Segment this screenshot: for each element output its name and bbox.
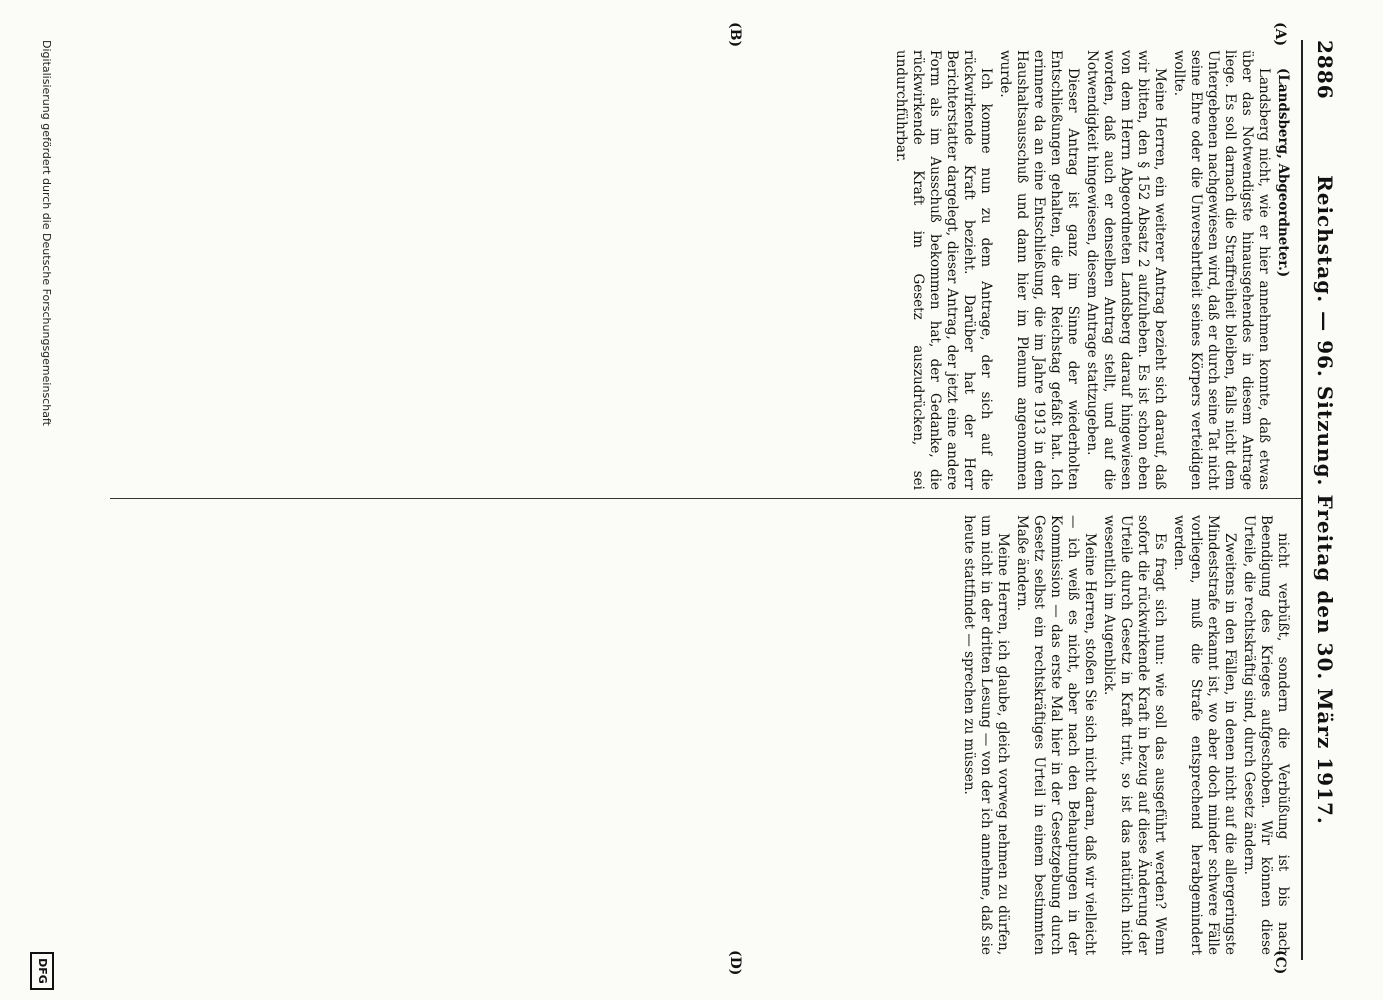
- paragraph: Ich komme nun zu dem Antrage, der sich auf die rückwirkende Kraft bezieht. Darüber hat der Herr Berichterstatter dargelegt, dieser Antrag, der jetzt eine andere Form als im Ausschuß bekommen hat, der Gedanke, die rückwirkende Kraft im Gesetz auszudrücken, sei undurchführbar.: [893, 50, 994, 490]
- page-header: [1303, 40, 1343, 960]
- paragraph: Meine Herren, ein weiterer Antrag bezieht sich darauf, daß wir bitten, den § 152 Absatz 2 aufzuheben. Es ist schon eben von dem Herrn Abgeordneten Landsberg darauf hingewiesen worden, daß auch er denselben Antrag stellt, und auf die Notwendigkeit hingewiesen, diesem Antrage stattzugeben.: [1084, 50, 1168, 490]
- column-divider: [110, 498, 1301, 499]
- paragraph: Meine Herren, ich glaube, gleich vorweg nehmen zu dürfen, um nicht in der dritten Lesung — von der ich annehme, daß sie heute stattfindet — sprechen zu müssen.: [961, 515, 1011, 955]
- page-number: 2886: [1313, 40, 1337, 100]
- paragraph: (Landsberg, Abgeordneter.): [1275, 68, 1291, 278]
- paragraph: Zweitens in den Fällen, in denen nicht auf die allergeringste Mindeststrafe erkannt ist, wo aber doch minder schwere Fälle vorliegen, muß die Strafe entsprechend herabgemindert werden.: [1171, 515, 1238, 955]
- left-column: [890, 50, 1291, 490]
- page-title: Reichstag. — 96. Sitzung. Freitag den 30. März 1917.: [1313, 175, 1337, 825]
- header-divider: [1301, 40, 1303, 960]
- digitization-credit: Digitalisierung gefördert durch die Deutsche Forschungsgemeinschaft: [40, 40, 53, 426]
- marker-c: (C): [1272, 950, 1288, 975]
- paragraph: Landsberg nicht, wie er hier annehmen konnte, daß etwas über das Notwendigste hinausgehendes in diesem Antrage liege. Es soll darnach die Straffreiheit bleiben, falls nicht dem Untergebenen nachgewiesen wird, daß er durch seine Tat nicht seine Ehre oder die Unversehrtheit seines Körpers verteidigen wollte.: [1171, 50, 1272, 490]
- paragraph: Es fragt sich nun: wie soll das ausgeführt werden? Wenn sofort die rückwirkende Kraft in bezug auf diese Änderung der Urteile durch Gesetz in Kraft tritt, so ist das natürlich nicht wesentlich im Augenblick.: [1101, 515, 1168, 955]
- dfg-logo-icon: DFG: [30, 952, 54, 990]
- right-column: [958, 515, 1291, 955]
- marker-a: (A): [1272, 22, 1288, 47]
- paragraph: Dieser Antrag ist ganz im Sinne der wiederholten Entschließungen gehalten, die der Reichstag gefaßt hat. Ich erinnere da an eine Entschließung, die im Jahre 1913 in dem Haushaltsausschuß und dann hier im Plenum angenommen wurde.: [997, 50, 1081, 490]
- paragraph: Meine Herren, stoßen Sie sich nicht daran, daß wir vielleicht — ich weiß es nicht, aber nach den Behauptungen in der Kommission — das erste Mal hier in der Gesetzgebung durch Gesetz selbst ein rechtskräftiges Urteil in einem bestimmten Maße ändern.: [1014, 515, 1098, 955]
- marker-b: (B): [727, 22, 743, 48]
- marker-d: (D): [727, 950, 743, 976]
- paragraph: nicht verbüßt, sondern die Verbüßung ist bis nach Beendigung des Krieges aufgeschoben. Wir können diese Urteile, die rechtskräftig sind, durch Gesetz ändern.: [1241, 515, 1291, 955]
